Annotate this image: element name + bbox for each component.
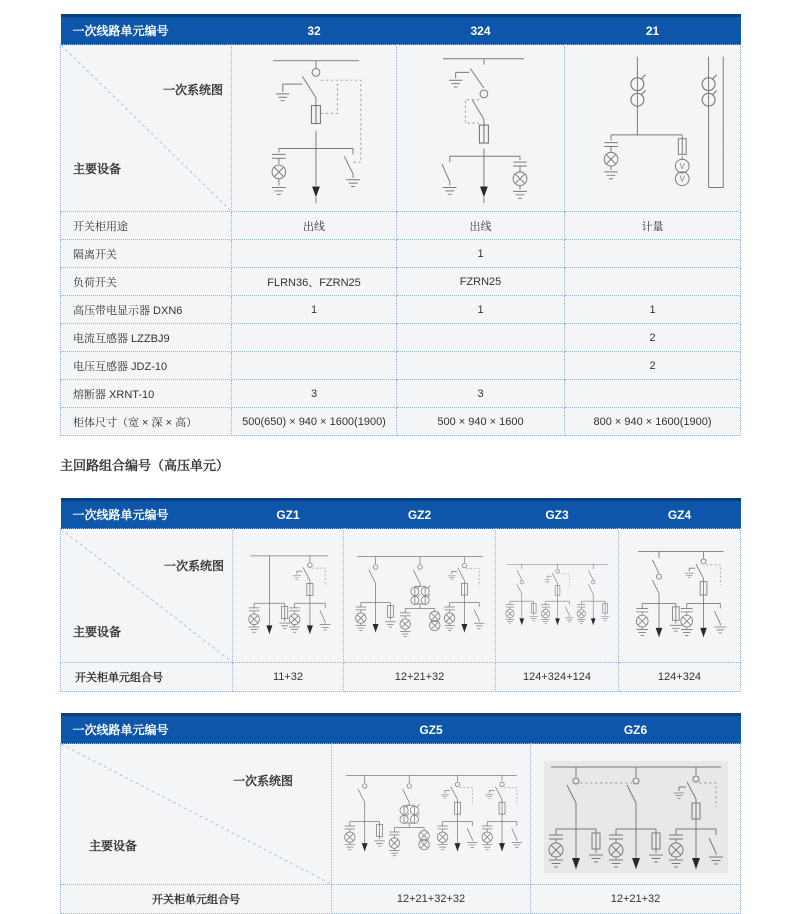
- row-label: 负荷开关: [61, 268, 232, 296]
- cell-value: 1: [397, 296, 565, 324]
- table2-col-gz3: GZ3: [496, 500, 619, 529]
- table3-col-gz6: GZ6: [531, 715, 741, 744]
- combo-value: 12+21+32+32: [332, 885, 531, 914]
- diagram-unit-21: [567, 49, 738, 207]
- diagram-cell-gz3: [496, 529, 619, 663]
- diagram-cell-32: [232, 45, 397, 212]
- table-row: [61, 240, 741, 268]
- combo-value: 124+324: [619, 663, 741, 692]
- svg-text:V: V: [679, 174, 685, 184]
- table3-diagram-row: [61, 744, 741, 885]
- row-label: 熔断器 XRNT-10: [61, 380, 232, 408]
- table2-diagram-row: [61, 529, 741, 663]
- cell-value: 2: [565, 324, 741, 352]
- row-label: 隔离开关: [61, 240, 232, 268]
- diagram-cell-21: [565, 45, 741, 212]
- table3-col-gz5: GZ5: [332, 715, 531, 744]
- table2-diagram-label-cell: [61, 529, 233, 663]
- table2-combo-row: [61, 663, 741, 692]
- table-row: [61, 408, 741, 436]
- cell-value: 出线: [232, 212, 397, 240]
- cell-value: 500 × 940 × 1600: [397, 408, 565, 436]
- diagram-cell-gz5: [332, 744, 531, 885]
- cell-value: [565, 268, 741, 296]
- cell-value: 1: [232, 296, 397, 324]
- diagram-unit-32: [234, 48, 394, 208]
- table3-combo-row: [61, 885, 741, 914]
- combo-table-gz1-gz4: [60, 498, 741, 692]
- diagonal-divider: [61, 744, 331, 884]
- table1-diagram-row: [61, 45, 741, 212]
- main-equipment-label: 主要设备: [73, 625, 122, 639]
- combo-row-label: 开关柜单元组合号: [61, 885, 332, 914]
- diagram-gz1: [235, 540, 342, 652]
- cell-value: [565, 240, 741, 268]
- row-label: 电压互感器 JDZ-10: [61, 352, 232, 380]
- diagram-unit-324: [399, 49, 562, 207]
- table2-header-row: [61, 500, 741, 529]
- table-row: [61, 212, 741, 240]
- diagram-gz5: [335, 768, 528, 861]
- cell-value: [397, 324, 565, 352]
- diagram-gz4: [621, 543, 739, 648]
- row-label: 柜体尺寸（宽 × 深 × 高）: [61, 408, 232, 436]
- cell-value: 800 × 940 × 1600(1900): [565, 408, 741, 436]
- combo-row-label: 开关柜单元组合号: [61, 663, 233, 692]
- cell-value: 500(650) × 940 × 1600(1900): [232, 408, 397, 436]
- combo-value: 11+32: [233, 663, 344, 692]
- row-label: 开关柜用途: [61, 212, 232, 240]
- table3-header-label: 一次线路单元编号: [61, 715, 332, 744]
- table2-header-label: 一次线路单元编号: [61, 500, 233, 529]
- table-row: [61, 380, 741, 408]
- catalog-page: [60, 14, 740, 914]
- combo-value: 12+21+32: [344, 663, 496, 692]
- table3-diagram-label-cell: [61, 744, 332, 885]
- cell-value: [232, 240, 397, 268]
- table-row: [61, 296, 741, 324]
- svg-text:V: V: [679, 161, 685, 171]
- table2-col-gz1: GZ1: [233, 500, 344, 529]
- cell-value: 出线: [397, 212, 565, 240]
- diagram-cell-324: [397, 45, 565, 212]
- diagram-cell-gz6: [531, 744, 741, 885]
- diagonal-divider: [61, 45, 231, 211]
- unit-spec-table: [60, 14, 741, 436]
- cell-value: FLRN36、FZRN25: [232, 268, 397, 296]
- combo-value: 12+21+32: [531, 885, 741, 914]
- cell-value: [397, 352, 565, 380]
- cell-value: [232, 324, 397, 352]
- row-label: 电流互感器 LZZBJ9: [61, 324, 232, 352]
- table2-col-gz2: GZ2: [344, 500, 496, 529]
- section-title: 主回路组合编号（高压单元）: [60, 458, 230, 473]
- main-equipment-label: 主要设备: [89, 839, 138, 853]
- diagram-gz6: [536, 749, 736, 879]
- diagram-gz3: [498, 558, 617, 633]
- table1-header-row: [61, 16, 741, 45]
- cell-value: 计量: [565, 212, 741, 240]
- table1-col-32: 32: [232, 16, 397, 45]
- system-diagram-label: 一次系统图: [162, 83, 223, 97]
- cell-value: 2: [565, 352, 741, 380]
- table-row: [61, 324, 741, 352]
- diagram-cell-gz1: [233, 529, 344, 663]
- combo-value: 124+324+124: [496, 663, 619, 692]
- system-diagram-label: 一次系统图: [232, 774, 293, 788]
- table2-col-gz4: GZ4: [619, 500, 741, 529]
- table-row: [61, 268, 741, 296]
- spacer: [60, 692, 740, 713]
- table-row: [61, 352, 741, 380]
- cell-value: 3: [397, 380, 565, 408]
- diagonal-divider: [61, 529, 232, 662]
- table1-header-label: 一次线路单元编号: [61, 16, 232, 45]
- system-diagram-label: 一次系统图: [163, 559, 224, 573]
- cell-value: [232, 352, 397, 380]
- cell-value: 1: [397, 240, 565, 268]
- table1-col-21: 21: [565, 16, 741, 45]
- table1-diagram-label-cell: [61, 45, 232, 212]
- cell-value: 1: [565, 296, 741, 324]
- combo-table-gz5-gz6: [60, 713, 741, 914]
- diagram-cell-gz2: [344, 529, 496, 663]
- cell-value: 3: [232, 380, 397, 408]
- diagram-gz2: [346, 549, 494, 642]
- row-label: 高压带电显示器 DXN6: [61, 296, 232, 324]
- table1-col-324: 324: [397, 16, 565, 45]
- main-equipment-label: 主要设备: [73, 162, 122, 176]
- cell-value: FZRN25: [397, 268, 565, 296]
- table3-header-row: [61, 715, 741, 744]
- cell-value: [565, 380, 741, 408]
- diagram-cell-gz4: [619, 529, 741, 663]
